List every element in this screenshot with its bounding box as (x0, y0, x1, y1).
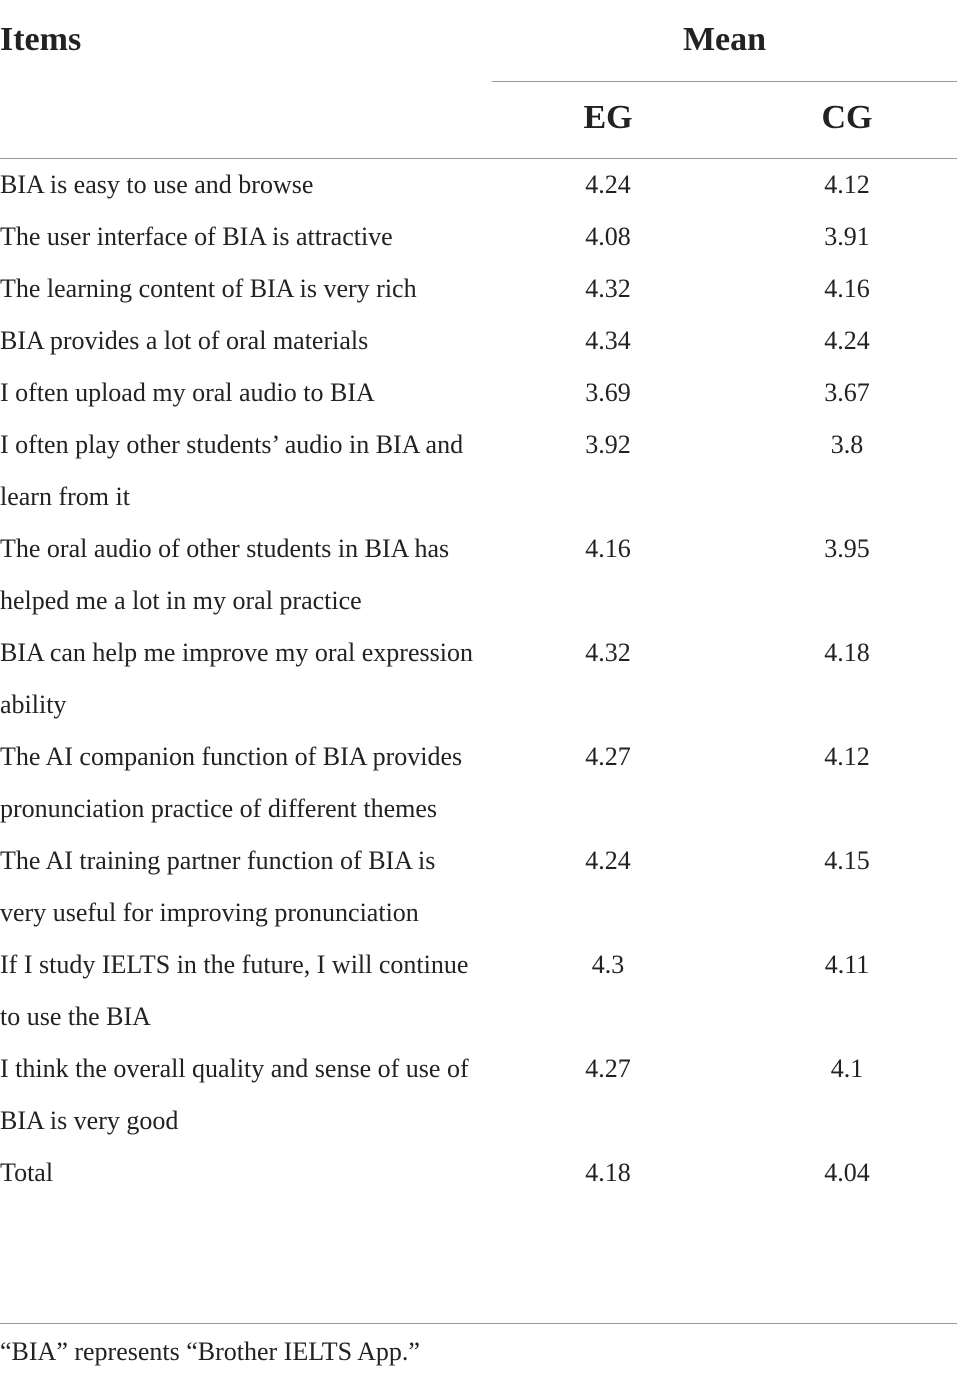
table-row (0, 315, 957, 367)
eg-mean-cell: 3.92 (585, 430, 631, 459)
item-cell: I think the overall quality and sense of use of BIA is very good (0, 1054, 469, 1135)
cg-mean-cell: 4.12 (824, 170, 870, 199)
item-cell: I often play other students’ audio in BIA and learn from it (0, 430, 464, 511)
cg-mean-cell: 4.18 (824, 638, 870, 667)
table-row (0, 367, 957, 419)
item-cell: The user interface of BIA is attractive (0, 222, 393, 251)
cg-mean-cell: 4.24 (824, 326, 870, 355)
table-row (0, 835, 957, 939)
eg-mean-cell: 4.16 (585, 534, 631, 563)
mean-divider (492, 81, 957, 82)
eg-mean-cell: 4.18 (585, 1158, 631, 1187)
item-cell: I often upload my oral audio to BIA (0, 378, 375, 407)
cg-mean-cell: 4.12 (824, 742, 870, 771)
eg-mean-cell: 4.27 (585, 1054, 631, 1083)
header-eg: EG (583, 99, 633, 136)
cg-mean-cell: 3.8 (830, 430, 864, 459)
eg-mean-cell: 4.27 (585, 742, 631, 771)
eg-mean-cell: 4.24 (585, 170, 631, 199)
cg-mean-cell: 4.04 (824, 1158, 870, 1187)
eg-mean-cell: 4.32 (585, 274, 631, 303)
cg-mean-cell: 3.67 (824, 378, 870, 407)
item-cell: BIA is easy to use and browse (0, 170, 314, 199)
item-cell: The AI training partner function of BIA is very useful for improving pronunciation (0, 846, 436, 927)
table-body (0, 159, 957, 1199)
header-items: Items (0, 21, 82, 58)
eg-mean-cell: 4.34 (585, 326, 631, 355)
table-row (0, 1147, 957, 1199)
item-cell: The AI companion function of BIA provides pronunciation practice of different themes (0, 742, 463, 823)
item-cell: The learning content of BIA is very rich (0, 274, 417, 303)
item-cell: BIA can help me improve my oral expression ability (0, 638, 473, 719)
table-row (0, 419, 957, 523)
eg-mean-cell: 4.08 (585, 222, 631, 251)
table-row (0, 1043, 957, 1147)
table-row (0, 523, 957, 627)
item-cell: If I study IELTS in the future, I will continue to use the BIA (0, 950, 469, 1031)
table-row (0, 159, 957, 211)
eg-mean-cell: 4.24 (585, 846, 631, 875)
table-row (0, 939, 957, 1043)
eg-mean-cell: 4.3 (591, 950, 625, 979)
header-cg: CG (821, 99, 873, 136)
eg-mean-cell: 4.32 (585, 638, 631, 667)
cg-mean-cell: 4.11 (824, 950, 870, 979)
cg-mean-cell: 4.15 (824, 846, 870, 875)
footer-divider (0, 1323, 957, 1324)
cg-mean-cell: 4.1 (830, 1054, 864, 1083)
table-row (0, 731, 957, 835)
cg-mean-cell: 3.95 (824, 534, 870, 563)
cg-mean-cell: 4.16 (824, 274, 870, 303)
header-mean: Mean (682, 21, 767, 58)
item-cell: Total (0, 1158, 54, 1187)
table-row (0, 627, 957, 731)
item-cell: The oral audio of other students in BIA has helped me a lot in my oral practice (0, 534, 450, 615)
item-cell: BIA provides a lot of oral materials (0, 326, 369, 355)
table-row (0, 211, 957, 263)
table-footnote: “BIA” represents “Brother IELTS App.” (0, 1337, 420, 1366)
cg-mean-cell: 3.91 (824, 222, 870, 251)
table-row (0, 263, 957, 315)
eg-mean-cell: 3.69 (585, 378, 631, 407)
